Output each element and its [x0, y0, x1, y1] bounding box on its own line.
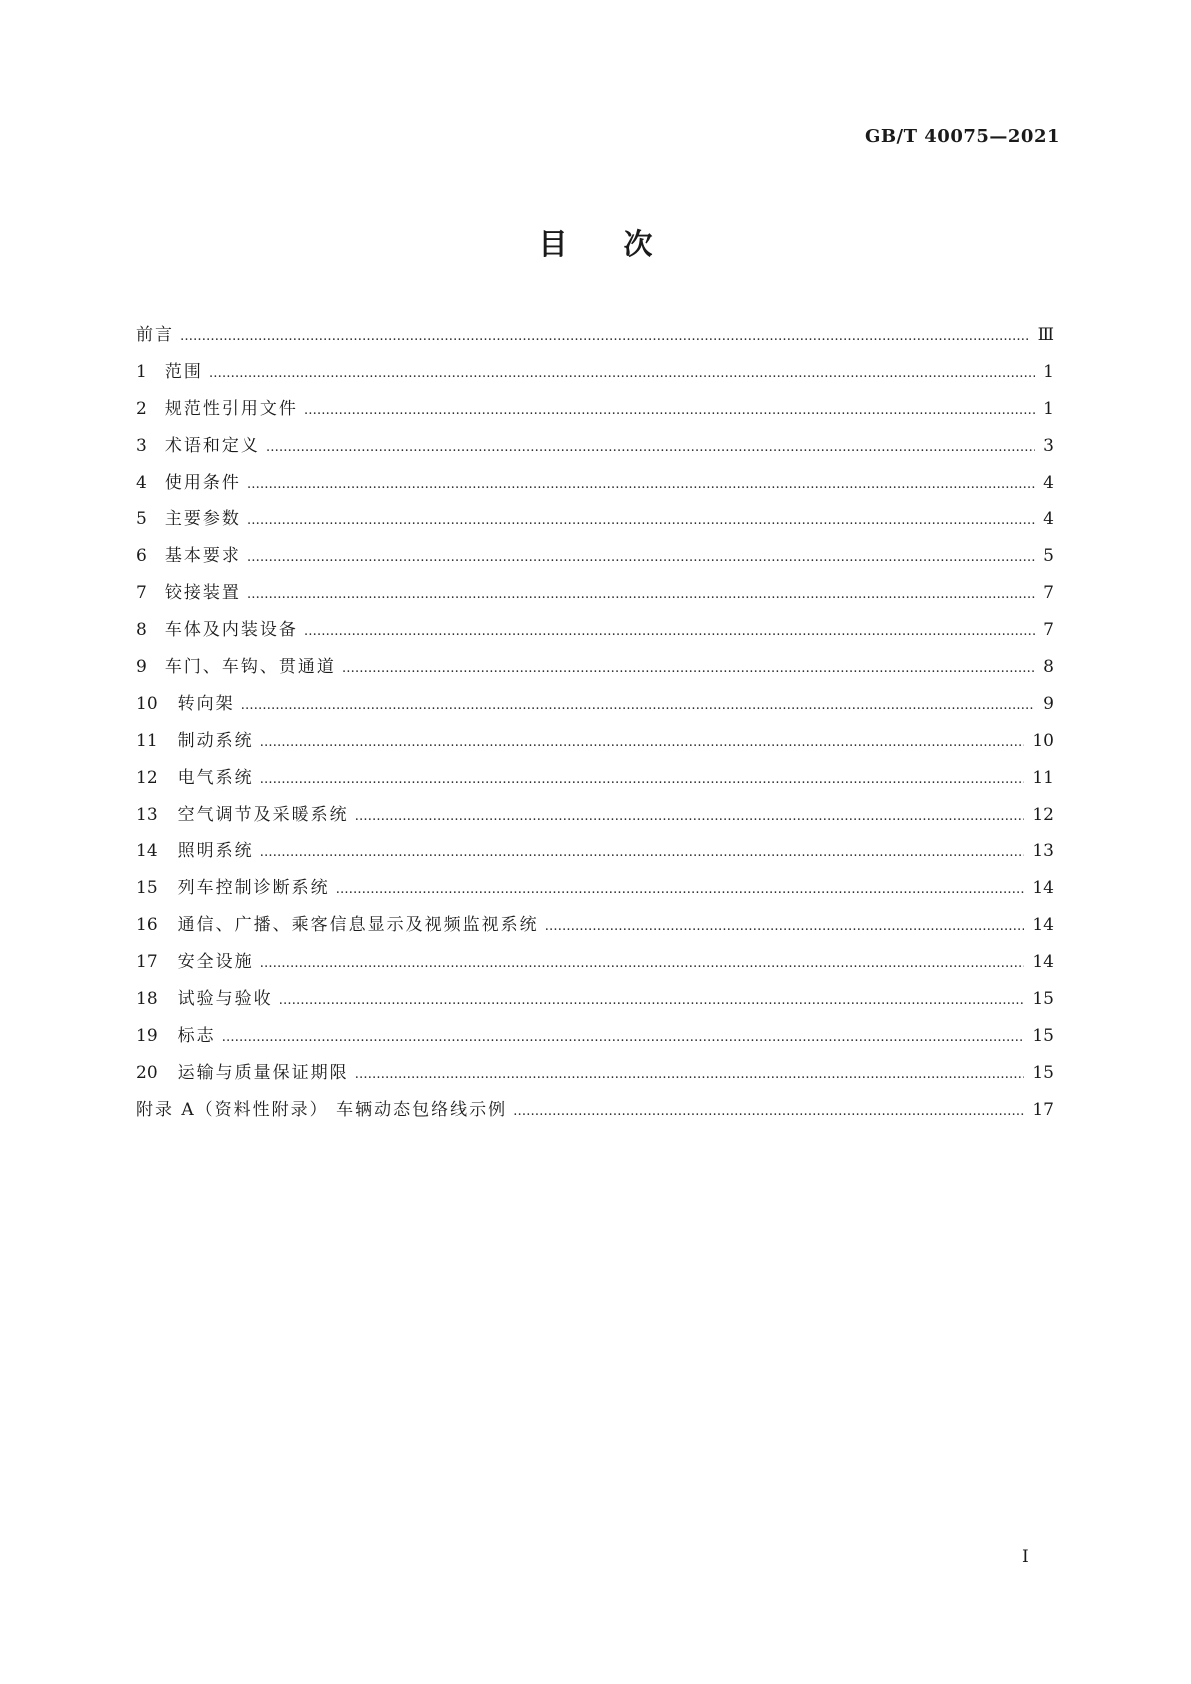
toc-leader-dots — [355, 806, 1025, 828]
toc-entry-number: 18 — [136, 989, 158, 1010]
toc-leader-dots — [266, 437, 1035, 459]
toc-entry-page: 3 — [1043, 435, 1054, 456]
toc-entry-label: 空气调节及采暖系统 — [177, 804, 349, 825]
toc-leader-dots — [336, 879, 1025, 901]
toc-entry-number: 15 — [136, 878, 158, 899]
toc-entry-page: 15 — [1032, 1062, 1054, 1083]
toc-entry-label: 铰接装置 — [164, 583, 241, 604]
toc-entry-number: 11 — [136, 730, 158, 751]
toc-leader-dots — [260, 842, 1025, 864]
toc-entry[interactable] — [136, 324, 1054, 361]
toc-leader-dots — [304, 621, 1035, 643]
toc-entry-label: 照明系统 — [177, 841, 254, 862]
toc-leader-dots — [222, 1027, 1025, 1049]
toc-entry[interactable] — [136, 361, 1054, 398]
toc-entry-page: 1 — [1043, 361, 1054, 382]
toc-leader-dots — [241, 695, 1036, 717]
toc-entry-label: 主要参数 — [164, 509, 241, 530]
toc-leader-dots — [513, 1101, 1024, 1123]
toc-entry-number: 13 — [136, 804, 158, 825]
toc-leader-dots — [260, 953, 1025, 975]
toc-entry-page: 12 — [1032, 804, 1054, 825]
toc-entry[interactable] — [136, 545, 1054, 582]
toc-entry-number: 17 — [136, 952, 158, 973]
toc-entry-label: 基本要求 — [164, 546, 241, 567]
toc-entry-number: 2 — [136, 398, 147, 419]
toc-entry-label: 列车控制诊断系统 — [177, 878, 330, 899]
toc-leader-dots — [180, 326, 1030, 348]
toc-entry-page: 4 — [1043, 472, 1054, 493]
toc-entry[interactable] — [136, 988, 1054, 1025]
toc-entry[interactable] — [136, 582, 1054, 619]
toc-entry-number: 4 — [136, 472, 147, 493]
toc-entry-page: 14 — [1032, 952, 1054, 973]
toc-entry[interactable] — [136, 619, 1054, 656]
toc-leader-dots — [247, 474, 1035, 496]
toc-entry-label: 试验与验收 — [177, 989, 273, 1010]
toc-entry-page: 4 — [1043, 509, 1054, 530]
toc-entry-number: 9 — [136, 657, 147, 678]
toc-entry[interactable] — [136, 767, 1054, 804]
toc-entry[interactable] — [136, 472, 1054, 509]
toc-entry-label: 前言 — [136, 325, 174, 345]
toc-entry-page: 9 — [1043, 693, 1054, 714]
toc-entry[interactable] — [136, 914, 1054, 951]
toc-entry-number: 14 — [136, 841, 158, 862]
toc-leader-dots — [209, 363, 1035, 385]
toc-entry[interactable] — [136, 840, 1054, 877]
title-char-2: 次 — [623, 227, 653, 261]
toc-entry[interactable] — [136, 398, 1054, 435]
toc-entry-label: 附录 A（资料性附录） 车辆动态包络线示例 — [136, 1099, 508, 1120]
toc-leader-dots — [279, 990, 1025, 1012]
toc-entry-label: 转向架 — [177, 693, 235, 714]
toc-entry-number: 8 — [136, 620, 147, 641]
toc-entry-page: 10 — [1032, 730, 1054, 751]
toc-entry-page: 11 — [1032, 767, 1054, 788]
toc-leader-dots — [260, 732, 1025, 754]
toc-entry-label: 通信、广播、乘客信息显示及视频监视系统 — [177, 915, 539, 936]
toc-entry-page: 14 — [1032, 915, 1054, 936]
toc-leader-dots — [355, 1064, 1025, 1086]
toc-entry-page: 14 — [1032, 878, 1054, 899]
toc-entry-number: 7 — [136, 583, 147, 604]
toc-entry-number: 3 — [136, 435, 147, 456]
toc-entry-page: 17 — [1032, 1099, 1054, 1120]
page-title — [0, 222, 1191, 263]
toc-entry[interactable] — [136, 693, 1054, 730]
toc-entry-page: 8 — [1043, 657, 1054, 678]
toc-entry-label: 车体及内装设备 — [164, 620, 298, 641]
toc-entry-number: 19 — [136, 1025, 158, 1046]
toc-entry-page: 5 — [1043, 546, 1054, 567]
toc-entry-number: 1 — [136, 361, 147, 382]
toc-entry[interactable] — [136, 435, 1054, 472]
toc-entry[interactable] — [136, 508, 1054, 545]
page-number: I — [1022, 1547, 1029, 1567]
toc-entry-label: 运输与质量保证期限 — [177, 1062, 349, 1083]
toc-entry-label: 电气系统 — [177, 767, 254, 788]
toc-entry-number: 12 — [136, 767, 158, 788]
toc-leader-dots — [304, 400, 1035, 422]
toc-entry-label: 标志 — [177, 1025, 216, 1046]
toc-leader-dots — [545, 916, 1025, 938]
toc-entry[interactable] — [136, 730, 1054, 767]
table-of-contents — [136, 324, 1054, 1136]
toc-entry-page: 7 — [1043, 583, 1054, 604]
toc-entry-label: 使用条件 — [164, 472, 241, 493]
toc-entry[interactable] — [136, 1099, 1054, 1136]
toc-entry-number: 16 — [136, 915, 158, 936]
toc-leader-dots — [247, 510, 1035, 532]
toc-entry-number: 10 — [136, 693, 158, 714]
toc-entry-page: Ⅲ — [1037, 325, 1054, 345]
toc-entry-label: 术语和定义 — [164, 435, 260, 456]
toc-entry-page: 1 — [1043, 398, 1054, 419]
toc-entry-label: 制动系统 — [177, 730, 254, 751]
toc-entry[interactable] — [136, 1025, 1054, 1062]
toc-leader-dots — [247, 584, 1035, 606]
toc-entry[interactable] — [136, 877, 1054, 914]
toc-leader-dots — [342, 658, 1035, 680]
standard-number: GB/T 40075—2021 — [864, 126, 1060, 147]
toc-entry-label: 车门、车钩、贯通道 — [164, 657, 336, 678]
toc-leader-dots — [247, 547, 1035, 569]
toc-entry-label: 规范性引用文件 — [164, 398, 298, 419]
toc-entry-number: 6 — [136, 546, 147, 567]
toc-entry-page: 15 — [1032, 1025, 1054, 1046]
toc-entry[interactable] — [136, 804, 1054, 841]
toc-entry-page: 7 — [1043, 620, 1054, 641]
toc-entry-label: 安全设施 — [177, 952, 254, 973]
toc-entry-number: 5 — [136, 509, 147, 530]
title-char-1: 目 — [538, 227, 568, 261]
toc-entry-page: 13 — [1032, 841, 1054, 862]
toc-entry[interactable] — [136, 1062, 1054, 1099]
toc-leader-dots — [260, 769, 1025, 791]
toc-entry-page: 15 — [1032, 989, 1054, 1010]
toc-entry[interactable] — [136, 656, 1054, 693]
toc-entry[interactable] — [136, 951, 1054, 988]
toc-entry-label: 范围 — [164, 361, 203, 382]
toc-entry-number: 20 — [136, 1062, 158, 1083]
